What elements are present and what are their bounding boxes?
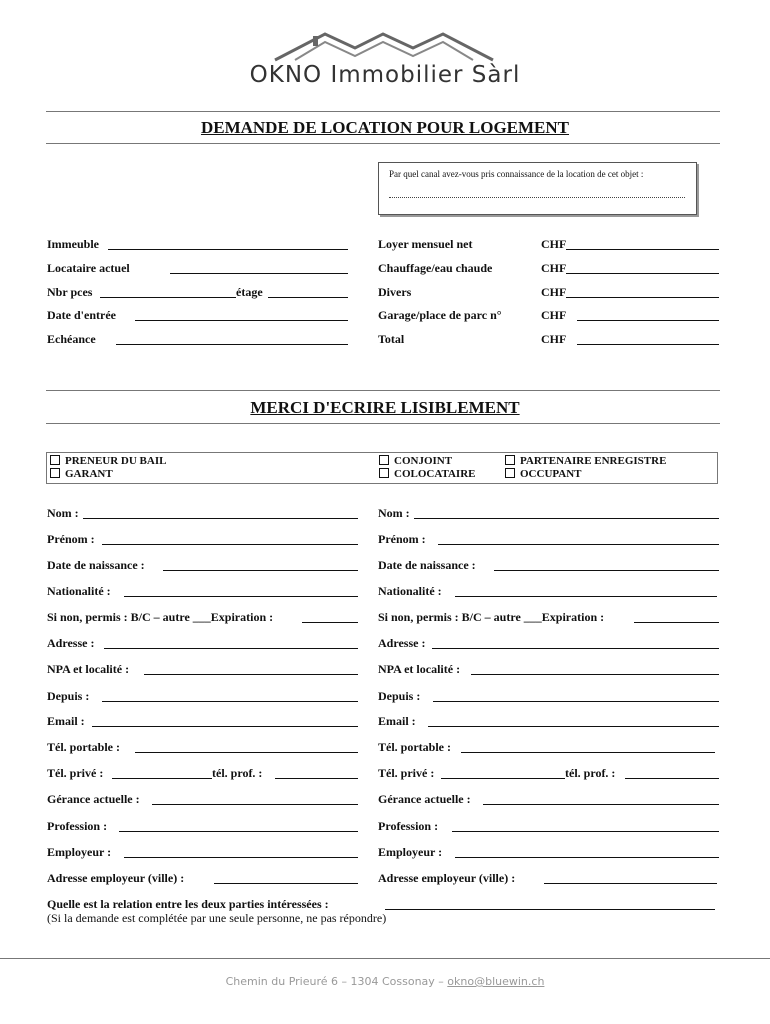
tel-portable-label: Tél. portable :: [47, 740, 120, 754]
email-label: Email :: [47, 714, 85, 728]
gerance-label: Gérance actuelle :: [378, 792, 471, 806]
checkbox-garant[interactable]: [50, 468, 113, 480]
chf-label: CHF: [541, 285, 567, 299]
checkbox-label: PRENEUR DU BAIL: [65, 455, 167, 467]
canal-question: Par quel canal avez-vous pris connaissance de la location de cet objet :: [389, 169, 644, 179]
immeuble-field[interactable]: [108, 249, 348, 250]
nom-label: Nom :: [378, 506, 410, 520]
profession-label: Profession :: [47, 819, 108, 833]
nom-field-2[interactable]: [414, 518, 719, 519]
tel-portable-field-2[interactable]: [461, 752, 715, 753]
checkbox-label: COLOCATAIRE: [394, 468, 476, 480]
canal-box[interactable]: [378, 162, 697, 215]
employeur-label: Employeur :: [378, 845, 443, 859]
naissance-label: Date de naissance :: [378, 558, 476, 572]
page-title: DEMANDE DE LOCATION POUR LOGEMENT: [200, 118, 570, 137]
profession-label: Profession :: [378, 819, 439, 833]
divers-field[interactable]: [566, 297, 719, 298]
nationalite-label: Nationalité :: [378, 584, 442, 598]
date-entree-field[interactable]: [135, 320, 348, 321]
checkbox-icon: [505, 468, 515, 478]
depuis-field-2[interactable]: [433, 701, 719, 702]
checkbox-icon: [379, 455, 389, 465]
nbr-pces-label: Nbr pces: [47, 285, 93, 299]
prenom-field-2[interactable]: [438, 544, 719, 545]
permis-label: Si non, permis : B/C – autre ___Expiration :: [47, 610, 274, 624]
nbr-pces-field[interactable]: [100, 297, 236, 298]
tel-prof-label: tél. prof. :: [212, 766, 263, 780]
footer-address: Chemin du Prieuré 6 – 1304 Cossonay –: [225, 975, 444, 988]
gerance-label: Gérance actuelle :: [47, 792, 140, 806]
echeance-label: Echéance: [47, 332, 96, 346]
tel-prof-label: tél. prof. :: [565, 766, 616, 780]
adresse-employeur-field-1[interactable]: [214, 883, 358, 884]
etage-label: étage: [236, 285, 263, 299]
tel-prive-field-1[interactable]: [112, 778, 212, 779]
nom-label: Nom :: [47, 506, 79, 520]
prenom-label: Prénom :: [47, 532, 95, 546]
total-field[interactable]: [577, 344, 719, 345]
nom-field-1[interactable]: [83, 518, 358, 519]
depuis-field-1[interactable]: [102, 701, 358, 702]
checkbox-label: OCCUPANT: [520, 468, 582, 480]
locataire-field[interactable]: [170, 273, 348, 274]
chf-label: CHF: [541, 308, 567, 322]
loyer-field[interactable]: [566, 249, 719, 250]
profession-field-2[interactable]: [452, 831, 719, 832]
permis-field-1[interactable]: [302, 622, 358, 623]
house-roof-logo-icon: [265, 30, 505, 64]
checkbox-colocataire[interactable]: [379, 468, 476, 480]
tel-prof-field-2[interactable]: [625, 778, 719, 779]
npa-label: NPA et localité :: [47, 662, 130, 676]
adresse-employeur-field-2[interactable]: [544, 883, 717, 884]
checkbox-occupant[interactable]: [505, 468, 582, 480]
employeur-field-2[interactable]: [455, 857, 719, 858]
employeur-label: Employeur :: [47, 845, 112, 859]
footer-divider: [0, 958, 770, 959]
npa-label: NPA et localité :: [378, 662, 461, 676]
tel-prof-field-1[interactable]: [275, 778, 358, 779]
nationalite-field-2[interactable]: [455, 596, 717, 597]
naissance-field-2[interactable]: [494, 570, 719, 571]
tel-portable-label: Tél. portable :: [378, 740, 451, 754]
tel-portable-field-1[interactable]: [135, 752, 358, 753]
tel-prive-label: Tél. privé :: [378, 766, 435, 780]
chauffage-label: Chauffage/eau chaude: [378, 261, 493, 275]
permis-label: Si non, permis : B/C – autre ___Expiration :: [378, 610, 605, 624]
checkbox-icon: [50, 455, 60, 465]
section-title: MERCI D'ECRIRE LISIBLEMENT: [250, 398, 520, 417]
total-label: Total: [378, 332, 405, 346]
email-label: Email :: [378, 714, 416, 728]
divider: [46, 390, 720, 391]
company-name: OKNO Immobilier Sàrl: [249, 62, 521, 88]
loyer-label: Loyer mensuel net: [378, 237, 473, 251]
profession-field-1[interactable]: [119, 831, 358, 832]
divider: [46, 143, 720, 144]
chf-label: CHF: [541, 237, 567, 251]
checkbox-partenaire[interactable]: [505, 455, 666, 467]
adresse-employeur-label: Adresse employeur (ville) :: [47, 871, 185, 885]
echeance-field[interactable]: [116, 344, 348, 345]
nationalite-label: Nationalité :: [47, 584, 111, 598]
checkbox-conjoint[interactable]: [379, 455, 452, 467]
locataire-label: Locataire actuel: [47, 261, 130, 275]
etage-field[interactable]: [268, 297, 348, 298]
depuis-label: Depuis :: [378, 689, 421, 703]
tel-prive-field-2[interactable]: [441, 778, 565, 779]
footer: [0, 975, 770, 988]
relation-note: (Si la demande est complétée par une seule personne, ne pas répondre): [47, 911, 387, 925]
adresse-label: Adresse :: [47, 636, 95, 650]
checkbox-preneur[interactable]: [50, 455, 166, 467]
role-selection-box: [46, 452, 718, 484]
adresse-employeur-label: Adresse employeur (ville) :: [378, 871, 516, 885]
immeuble-label: Immeuble: [47, 237, 99, 251]
checkbox-label: GARANT: [65, 468, 113, 480]
adresse-field-1[interactable]: [104, 648, 358, 649]
naissance-field-1[interactable]: [163, 570, 358, 571]
relation-field[interactable]: [385, 909, 715, 910]
email-field-2[interactable]: [428, 726, 719, 727]
relation-label: Quelle est la relation entre les deux parties intéressées :: [47, 897, 329, 911]
prenom-field-1[interactable]: [102, 544, 358, 545]
checkbox-icon: [50, 468, 60, 478]
naissance-label: Date de naissance :: [47, 558, 145, 572]
garage-field[interactable]: [577, 320, 719, 321]
garage-label: Garage/place de parc n°: [378, 308, 502, 322]
divider: [46, 423, 720, 424]
checkbox-icon: [505, 455, 515, 465]
checkbox-label: CONJOINT: [394, 455, 453, 467]
email-field-1[interactable]: [92, 726, 358, 727]
canal-answer-line[interactable]: [389, 189, 685, 198]
npa-field-2[interactable]: [471, 674, 719, 675]
chf-label: CHF: [541, 261, 567, 275]
adresse-field-2[interactable]: [432, 648, 719, 649]
date-entree-label: Date d'entrée: [47, 308, 116, 322]
gerance-field-1[interactable]: [152, 804, 358, 805]
npa-field-1[interactable]: [144, 674, 358, 675]
gerance-field-2[interactable]: [483, 804, 719, 805]
chauffage-field[interactable]: [566, 273, 719, 274]
tel-prive-label: Tél. privé :: [47, 766, 104, 780]
permis-field-2[interactable]: [634, 622, 719, 623]
checkbox-label: PARTENAIRE ENREGISTRE: [520, 455, 667, 467]
prenom-label: Prénom :: [378, 532, 426, 546]
checkbox-icon: [379, 468, 389, 478]
depuis-label: Depuis :: [47, 689, 90, 703]
divider: [46, 111, 720, 112]
footer-email-link[interactable]: okno@bluewin.ch: [447, 975, 545, 988]
chf-label: CHF: [541, 332, 567, 346]
adresse-label: Adresse :: [378, 636, 426, 650]
employeur-field-1[interactable]: [124, 857, 358, 858]
nationalite-field-1[interactable]: [124, 596, 358, 597]
divers-label: Divers: [378, 285, 412, 299]
